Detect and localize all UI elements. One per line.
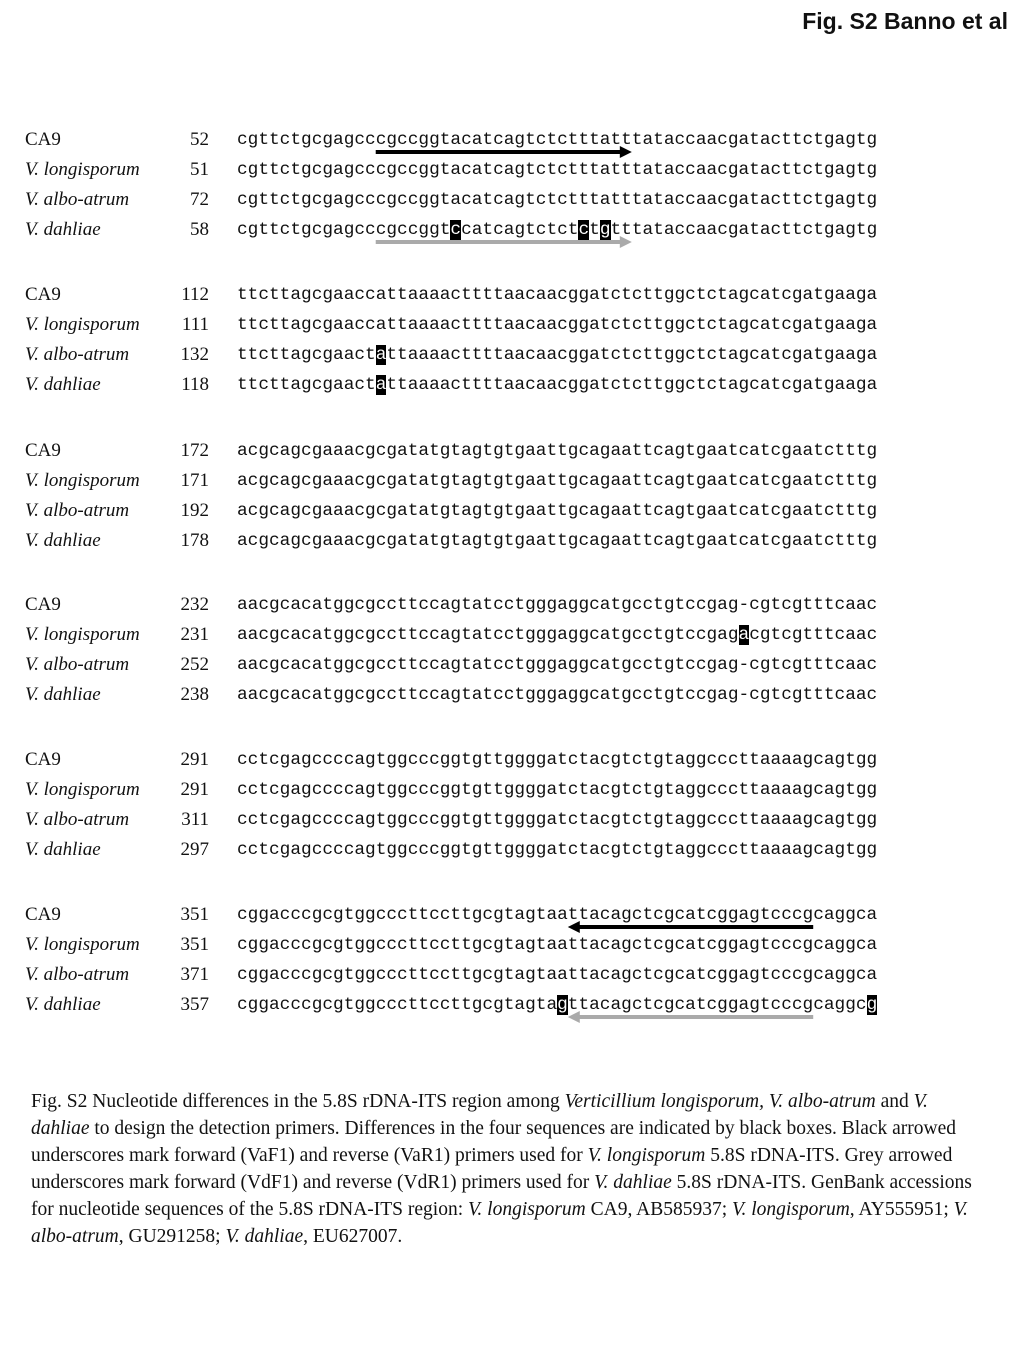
difference-box: g xyxy=(866,995,878,1015)
alignment-row xyxy=(0,775,1024,805)
alignment-row xyxy=(0,590,1024,620)
arrow-head xyxy=(620,146,632,158)
grey-primer-arrow xyxy=(0,1010,1024,1024)
sequence-start-position: 52 xyxy=(190,129,209,150)
sequence-name: CA9 xyxy=(25,129,61,150)
difference-box: g xyxy=(557,995,568,1015)
sequence-start-position: 351 xyxy=(180,934,209,955)
nucleotide-sequence: aacgcacatggcgccttccagtatcctgggaggcatgcctgtccgagacgtcgtttcaac xyxy=(237,625,878,645)
caption-segment: Verticillium longisporum, V. albo-atrum xyxy=(564,1091,876,1112)
sequence-name: CA9 xyxy=(25,749,61,770)
sequence-name: CA9 xyxy=(25,440,61,461)
difference-box: a xyxy=(375,375,387,395)
black-primer-arrow xyxy=(0,145,1024,159)
sequence-name: V. dahliae xyxy=(25,530,101,551)
alignment-row xyxy=(0,960,1024,990)
sequence-start-position: 58 xyxy=(190,219,209,240)
sequence-name: V. albo-atrum xyxy=(25,500,130,521)
sequence-name: V. dahliae xyxy=(25,219,101,240)
nucleotide-sequence: cgttctgcgagcccgccggtccatcagtctctctgtttataccaacgatacttctgagtg xyxy=(237,220,878,240)
sequence-name: CA9 xyxy=(25,904,61,925)
alignment-row xyxy=(0,155,1024,185)
alignment-row xyxy=(0,280,1024,310)
nucleotide-sequence: cggacccgcgtggcccttccttgcgtagtaattacagctcgcatcggagtcccgcaggca xyxy=(237,905,878,925)
alignment-row xyxy=(0,745,1024,775)
nucleotide-sequence: cctcgagccccagtggcccggtgttggggatctacgtctgtaggcccttaaaagcagtgg xyxy=(237,750,878,770)
sequence-start-position: 172 xyxy=(180,440,209,461)
sequence-name: V. dahliae xyxy=(25,839,101,860)
difference-box: c xyxy=(450,220,462,240)
sequence-name: V. longisporum xyxy=(25,314,140,335)
caption-segment: Fig. S2 Nucleotide differences in the 5.8S rDNA-ITS region among xyxy=(31,1091,565,1112)
figure-caption xyxy=(31,1088,981,1250)
nucleotide-sequence: aacgcacatggcgccttccagtatcctgggaggcatgcctgtccgag-cgtcgtttcaac xyxy=(237,655,878,675)
sequence-start-position: 351 xyxy=(180,904,209,925)
caption-segment: 5.8S rDNA-ITS. GenBank accessions for nucleotide sequences of the 5.8S rDNA-ITS region: xyxy=(31,1172,972,1220)
nucleotide-sequence: cggacccgcgtggcccttccttgcgtagtaattacagctcgcatcggagtcccgcaggca xyxy=(237,965,878,985)
sequence-start-position: 291 xyxy=(180,749,209,770)
arrow-head xyxy=(568,1011,580,1023)
caption-segment: V. longisporum xyxy=(732,1199,850,1220)
nucleotide-sequence: cggacccgcgtggcccttccttgcgtagtaattacagctcgcatcggagtcccgcaggca xyxy=(237,935,878,955)
sequence-start-position: 291 xyxy=(180,779,209,800)
caption-segment: CA9, AB585937; xyxy=(585,1199,733,1220)
alignment-row xyxy=(0,310,1024,340)
sequence-start-position: 357 xyxy=(180,994,209,1015)
sequence-start-position: 232 xyxy=(180,594,209,615)
sequence-name: V. dahliae xyxy=(25,684,101,705)
alignment-row xyxy=(0,370,1024,400)
difference-box: a xyxy=(738,625,750,645)
nucleotide-sequence: cgttctgcgagcccgccggtacatcagtctctttatttataccaacgatacttctgagtg xyxy=(237,130,878,150)
sequence-start-position: 311 xyxy=(181,809,209,830)
nucleotide-sequence: ttcttagcgaactattaaaacttttaacaacggatctcttggctctagcatcgatgaaga xyxy=(237,375,878,395)
sequence-start-position: 171 xyxy=(180,470,209,491)
difference-box: g xyxy=(599,220,611,240)
nucleotide-sequence: cctcgagccccagtggcccggtgttggggatctacgtctgtaggcccttaaaagcagtgg xyxy=(237,780,878,800)
caption-segment: , AY555951; xyxy=(849,1199,954,1220)
alignment-row xyxy=(0,340,1024,370)
alignment-row xyxy=(0,620,1024,650)
nucleotide-sequence: cctcgagccccagtggcccggtgttggggatctacgtctgtaggcccttaaaagcagtgg xyxy=(237,810,878,830)
sequence-name: V. dahliae xyxy=(25,994,101,1015)
alignment-row xyxy=(0,436,1024,466)
sequence-name: CA9 xyxy=(25,284,61,305)
sequence-start-position: 297 xyxy=(180,839,209,860)
nucleotide-sequence: aacgcacatggcgccttccagtatcctgggaggcatgcctgtccgag-cgtcgtttcaac xyxy=(237,595,878,615)
sequence-name: V. longisporum xyxy=(25,470,140,491)
alignment-row xyxy=(0,930,1024,960)
sequence-start-position: 118 xyxy=(181,374,209,395)
sequence-start-position: 252 xyxy=(180,654,209,675)
difference-box: a xyxy=(375,345,387,365)
sequence-name: V. longisporum xyxy=(25,624,140,645)
sequence-name: CA9 xyxy=(25,594,61,615)
black-primer-arrow xyxy=(0,920,1024,934)
alignment-row xyxy=(0,835,1024,865)
nucleotide-sequence: ttcttagcgaactattaaaacttttaacaacggatctcttggctctagcatcgatgaaga xyxy=(237,345,878,365)
caption-segment: 5.8S rDNA-ITS. Grey arrowed underscores mark forward (VdF1) and reverse (VdR1) primers used for xyxy=(31,1145,953,1193)
figure-title: Fig. S2 Banno et al xyxy=(802,8,1008,34)
caption-segment: V. dahliae xyxy=(225,1226,304,1247)
sequence-start-position: 112 xyxy=(181,284,209,305)
alignment-row xyxy=(0,496,1024,526)
sequence-start-position: 72 xyxy=(190,189,209,210)
caption-segment: and xyxy=(875,1091,914,1112)
nucleotide-sequence: acgcagcgaaacgcgatatgtagtgtgaattgcagaattcagtgaatcatcgaatctttg xyxy=(237,471,878,491)
alignment-row xyxy=(0,680,1024,710)
caption-segment: V. dahliae xyxy=(31,1091,928,1139)
caption-segment: , GU291258; xyxy=(118,1226,226,1247)
sequence-start-position: 371 xyxy=(180,964,209,985)
sequence-start-position: 111 xyxy=(181,314,209,335)
alignment-row xyxy=(0,185,1024,215)
sequence-start-position: 178 xyxy=(180,530,209,551)
caption-segment: V. longisporum xyxy=(468,1199,586,1220)
sequence-name: V. longisporum xyxy=(25,934,140,955)
sequence-name: V. albo-atrum xyxy=(25,809,130,830)
caption-segment: V. longisporum xyxy=(587,1145,706,1166)
nucleotide-sequence: cggacccgcgtggcccttccttgcgtagtagttacagctcgcatcggagtcccgcaggcg xyxy=(237,995,878,1015)
nucleotide-sequence: acgcagcgaaacgcgatatgtagtgtgaattgcagaattcagtgaatcatcgaatctttg xyxy=(237,441,878,461)
sequence-name: V. longisporum xyxy=(25,159,140,180)
sequence-start-position: 231 xyxy=(180,624,209,645)
caption-segment: V. dahliae xyxy=(594,1172,672,1193)
nucleotide-sequence: ttcttagcgaaccattaaaacttttaacaacggatctcttggctctagcatcgatgaaga xyxy=(237,315,878,335)
alignment-row xyxy=(0,526,1024,556)
sequence-name: V. longisporum xyxy=(25,779,140,800)
sequence-start-position: 238 xyxy=(180,684,209,705)
nucleotide-sequence: cctcgagccccagtggcccggtgttggggatctacgtctgtaggcccttaaaagcagtgg xyxy=(237,840,878,860)
sequence-name: V. albo-atrum xyxy=(25,654,130,675)
nucleotide-sequence: cgttctgcgagcccgccggtacatcagtctctttatttataccaacgatacttctgagtg xyxy=(237,160,878,180)
nucleotide-sequence: ttcttagcgaaccattaaaacttttaacaacggatctcttggctctagcatcgatgaaga xyxy=(237,285,878,305)
sequence-start-position: 132 xyxy=(180,344,209,365)
nucleotide-sequence: acgcagcgaaacgcgatatgtagtgtgaattgcagaattcagtgaatcatcgaatctttg xyxy=(237,531,878,551)
difference-box: c xyxy=(578,220,590,240)
alignment-row xyxy=(0,466,1024,496)
alignment-row xyxy=(0,805,1024,835)
sequence-name: V. dahliae xyxy=(25,374,101,395)
caption-segment: V. albo-atrum xyxy=(31,1199,968,1247)
sequence-start-position: 51 xyxy=(190,159,209,180)
sequence-name: V. albo-atrum xyxy=(25,964,130,985)
sequence-name: V. albo-atrum xyxy=(25,344,130,365)
arrow-head xyxy=(568,921,580,933)
sequence-start-position: 192 xyxy=(180,500,209,521)
alignment-row xyxy=(0,650,1024,680)
nucleotide-sequence: aacgcacatggcgccttccagtatcctgggaggcatgcctgtccgag-cgtcgtttcaac xyxy=(237,685,878,705)
nucleotide-sequence: cgttctgcgagcccgccggtacatcagtctctttatttataccaacgatacttctgagtg xyxy=(237,190,878,210)
sequence-name: V. albo-atrum xyxy=(25,189,130,210)
caption-segment: to design the detection primers. Differences in the four sequences are indicated by black boxes. Black arrowed underscores mark forward (VaF1) and reverse (VaR1) primers used for xyxy=(31,1118,957,1166)
nucleotide-sequence: acgcagcgaaacgcgatatgtagtgtgaattgcagaattcagtgaatcatcgaatctttg xyxy=(237,501,878,521)
grey-primer-arrow xyxy=(0,235,1024,249)
caption-segment: , EU627007. xyxy=(303,1226,403,1247)
arrow-head xyxy=(620,236,632,248)
